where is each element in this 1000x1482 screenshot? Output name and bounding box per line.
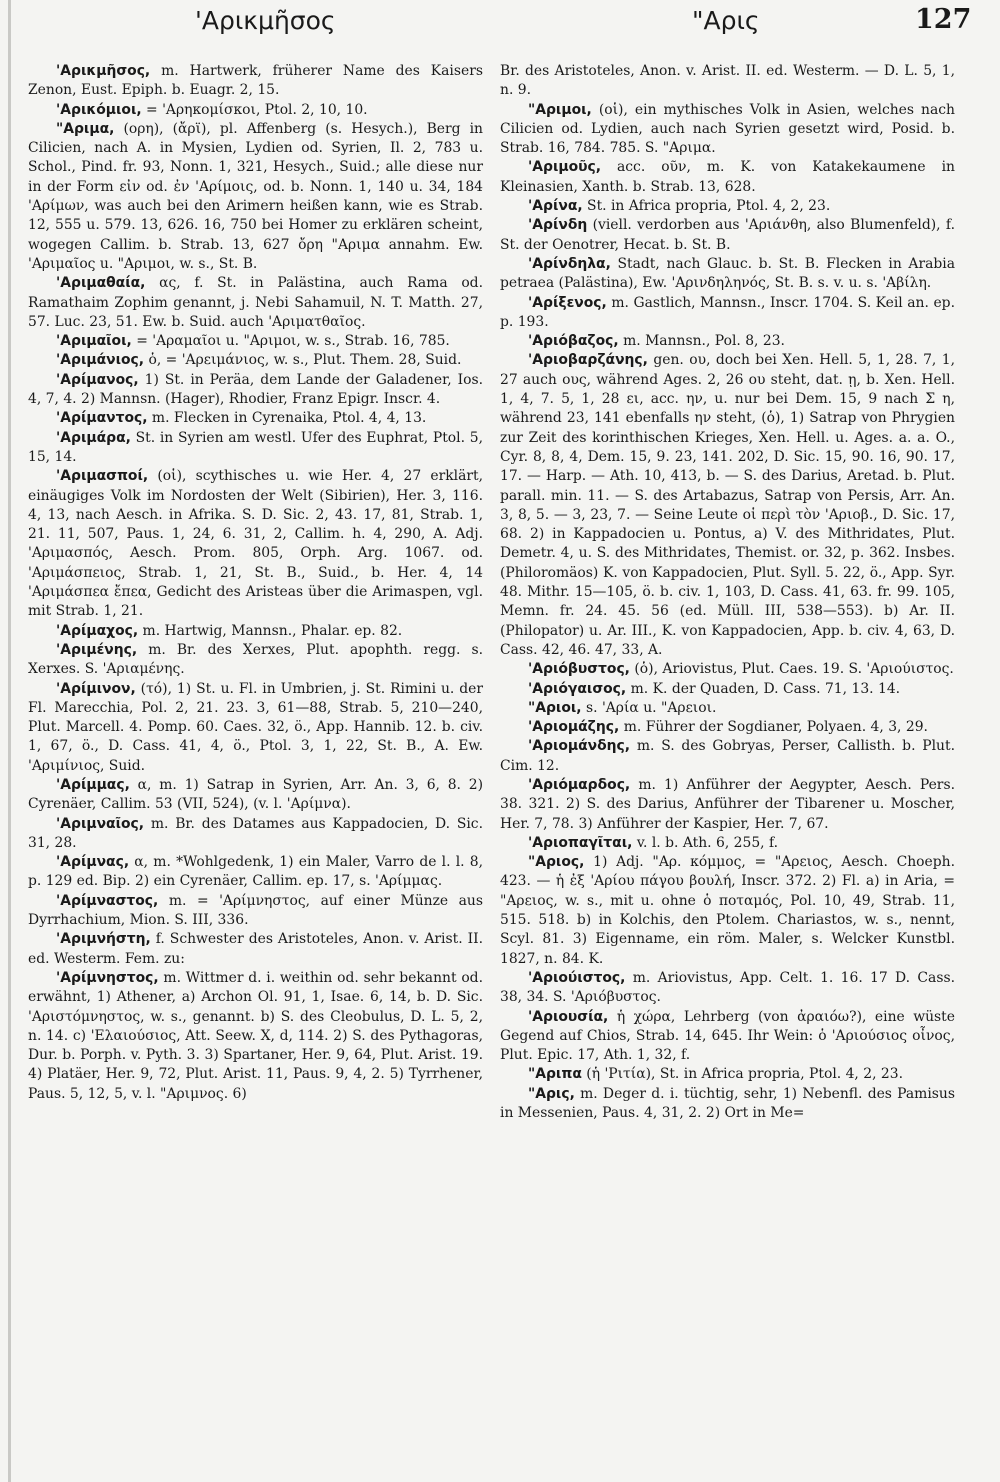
entry-headword: 'Αριομάνδης,	[528, 738, 631, 755]
entry-definition: (οἱ), ein mythisches Volk in Asien, welches nach Cilicien od. Lydien, auch nach Syrien gesetzt wird, Posid. b. Strab. 16, 784. 785. S. "Αριμα.	[500, 101, 955, 157]
entry-headword: 'Αρίνδη	[528, 217, 588, 234]
dictionary-entry	[28, 622, 483, 641]
left-column	[28, 62, 483, 1104]
entry-headword: 'Αριμνήστη,	[56, 931, 151, 948]
entry-definition: (ορη), (ἄρϊ), pl. Affenberg (s. Hesych.), Berg in Cilicien, nach A. in Mysien, Lydien od. Syrien, Il. 2, 783 u. Schol., Pind. fr. 93, Nonn. 1, 321, Hesych., Suid.; alle diese nur in der Form εἰν od. ἐν 'Αρίμοις, od. b. Nonn. 1, 140 u. 34, 184 'Αρίμων, was auch bei den Arimern heißen kann, wie es Strab. 12, 555 u. 579. 13, 626. 16, 750 bei Homer zu erklären scheint, wogegen Callim. b. Strab. 13, 627 ὄρη "Αριμα annahm. Ew. 'Αριμαῖος u. "Αριμοι, w. s., St. B.	[28, 120, 483, 272]
dictionary-entry	[28, 120, 483, 274]
entry-headword: 'Αρίξενος,	[528, 294, 607, 311]
entry-headword: 'Αριμάρα,	[56, 429, 131, 446]
entry-definition: m. Br. des Xerxes, Plut. apophth. regg. s. Xerxes. S. 'Αριαμένης.	[28, 641, 483, 678]
entry-definition: (viell. verdorben aus 'Αριάνθη, also Blumenfeld), f. St. der Oenotrer, Hecat. b. St. B.	[500, 217, 955, 253]
dictionary-entry	[500, 255, 955, 294]
entry-headword: 'Αριμένης,	[56, 641, 138, 658]
dictionary-entry	[500, 969, 955, 1008]
entry-headword: 'Αριόγαισος,	[528, 680, 627, 697]
dictionary-entry	[28, 969, 483, 1104]
entry-definition: m. Deger d. i. tüchtig, sehr, 1) Nebenfl. des Pamisus in Messenien, Paus. 4, 31, 2. 2) Ort in Me=	[500, 1085, 955, 1122]
dictionary-entry	[500, 718, 955, 737]
dictionary-entry	[28, 641, 483, 680]
entry-headword: 'Αριόβυστος,	[528, 661, 630, 678]
entry-definition: m. Br. des Datames aus Kappadocien, D. Sic. 31, 28.	[28, 815, 483, 851]
dictionary-entry	[500, 1008, 955, 1066]
dictionary-entry	[500, 1065, 955, 1084]
entry-definition: acc. οῦν, m. K. von Katakekaumene in Kleinasien, Xanth. b. Strab. 13, 628.	[500, 159, 955, 195]
entry-headword: 'Αρίμνηστος,	[56, 969, 159, 986]
entry-headword: 'Αριμασποί,	[56, 468, 149, 485]
entry-definition: (ἡ 'Ριτία), St. in Africa propria, Ptol. 4, 2, 23.	[581, 1066, 904, 1083]
dictionary-entry	[500, 660, 955, 679]
entry-headword: 'Αριμοῦς,	[528, 159, 602, 176]
entry-definition: St. in Syrien am westl. Ufer des Euphrat, Ptol. 5, 15, 14.	[28, 429, 483, 465]
dictionary-entry	[500, 332, 955, 351]
entry-headword: 'Αριομάζης,	[528, 719, 620, 736]
dictionary-entry	[28, 332, 483, 351]
entry-headword: 'Αριουσία,	[528, 1008, 609, 1025]
entry-definition: ἡ χώρα, Lehrberg (von ἀραιόω?), eine wüste Gegend auf Chios, Strab. 14, 645. Ihr Wein: ὁ 'Αριούσιος οἶνος, Plut. Epic. 17, Ath. 1, 32, f.	[500, 1008, 955, 1064]
entry-headword: 'Αρίμαχος,	[56, 622, 139, 639]
dictionary-entry	[28, 409, 483, 428]
dictionary-entry	[500, 294, 955, 333]
dictionary-entry	[28, 371, 483, 410]
dictionary-entry	[28, 429, 483, 468]
entry-definition: ὁ, = 'Αρειμάνιος, w. s., Plut. Them. 28, Suid.	[144, 352, 462, 369]
entry-headword: 'Αρίμαντος,	[56, 410, 148, 427]
dictionary-entry	[500, 351, 955, 660]
entry-definition: = 'Αρηκομίσκοι, Ptol. 2, 10, 10.	[141, 101, 368, 118]
entry-definition: (τό), 1) St. u. Fl. in Umbrien, j. St. Rimini u. der Fl. Marecchia, Pol. 2, 21. 23. 3, 61—88, Strab. 5, 210—240, Plut. Marcell. 4. Pomp. 60. Caes. 32, ö., App. Hannib. 12. b. civ. 1, 67, ö., D. Cass. 41, 4, ö., Ptol. 3, 1, 22, St. B., A. Ew. 'Αριμίνιος, Suid.	[28, 680, 483, 774]
dictionary-entry	[28, 351, 483, 370]
dictionary-entry	[500, 699, 955, 718]
dictionary-entry	[28, 815, 483, 854]
page-header	[0, 2, 1000, 42]
dictionary-entry	[500, 853, 955, 969]
right-running-head: "Αρις	[692, 6, 760, 35]
entry-definition: f. Schwester des Aristoteles, Anon. v. Arist. II. ed. Westerm. Fem. zu:	[28, 931, 483, 967]
entry-definition: ας, f. St. in Palästina, auch Rama od. Ramathaim Zophim genannt, j. Nebi Sahamuil, N. T. Matth. 27, 57. Luc. 23, 51. Ew. b. Suid. auch 'Αριματθαῖος.	[28, 275, 483, 330]
dictionary-entry	[28, 101, 483, 120]
entry-headword: "Αρις,	[528, 1085, 575, 1102]
entry-definition: α, m. 1) Satrap in Syrien, Arr. An. 3, 6, 8. 2) Cyrenäer, Callim. 53 (VII, 524), (v. l. 'Αρίμνα).	[28, 776, 483, 813]
entry-definition: m. S. des Gobryas, Perser, Callisth. b. Plut. Cim. 12.	[500, 738, 955, 774]
entry-definition: v. l. b. Ath. 6, 255, f.	[632, 834, 779, 851]
entry-headword: 'Αρίμναστος,	[56, 892, 159, 909]
dictionary-entry	[28, 892, 483, 931]
dictionary-entry	[28, 930, 483, 969]
dictionary-entry	[500, 197, 955, 216]
entry-headword: 'Αρικμῆσος,	[56, 63, 151, 79]
entry-headword: "Αριμοι,	[528, 101, 592, 118]
entry-definition: Stadt, nach Glauc. b. St. B. Flecken in Arabia petraea (Palästina), Ew. 'Αρινδηληνός, St. B. s. v. u. s. 'Αβίλη.	[500, 255, 955, 292]
right-column	[500, 62, 955, 1123]
dictionary-entry	[500, 62, 955, 101]
dictionary-entry	[28, 680, 483, 776]
entry-headword: 'Αρίνδηλα,	[528, 255, 611, 272]
entry-definition: (οἱ), scythisches u. wie Her. 4, 27 erklärt, einäugiges Volk im Nordosten der Welt (Sibirien), Her. 3, 116. 4, 13, nach Aesch. in Afrika. S. D. Sic. 2, 43. 17, 81, Strab. 1, 21. 11, 507, Paus. 1, 24, 6. 31, 2, Callim. h. 4, 290, A. Adj. 'Αριμασπός, Aesch. Prom. 805, Orph. Arg. 1067. od. 'Αριμάσπειος, Strab. 1, 21, St. B., Suid., b. Her. 4, 14 'Αριμάσπεα ἔπεα, Gedicht des Aristeas über die Arimaspen, vgl. mit Strab. 1, 21.	[28, 468, 483, 620]
dictionary-entry	[28, 274, 483, 332]
entry-definition: Br. des Aristoteles, Anon. v. Arist. II. ed. Westerm. — D. L. 5, 1, n. 9.	[500, 63, 955, 99]
dictionary-entry	[500, 834, 955, 853]
entry-definition: m. Mannsn., Pol. 8, 23.	[618, 333, 785, 350]
entry-headword: 'Αρίνα,	[528, 198, 583, 215]
entry-headword: 'Αριμάνιος,	[56, 352, 145, 369]
entry-headword: 'Αριοβαρζάνης,	[528, 352, 648, 369]
entry-headword: 'Αριοπαγῖται,	[528, 834, 633, 851]
entry-definition: (ὁ), Ariovistus, Plut. Caes. 19. S. 'Αριούιστος.	[629, 661, 954, 678]
entry-headword: "Αριμα,	[56, 120, 115, 137]
dictionary-entry	[500, 776, 955, 834]
entry-headword: "Αριπα	[528, 1066, 582, 1083]
entry-definition: m. 1) Anführer der Aegypter, Aesch. Pers. 38. 321. 2) S. des Darius, Anführer der Tibarener u. Moscher, Her. 7, 78. 3) Anführer der Kaspier, Her. 7, 67.	[500, 776, 955, 832]
left-running-head: 'Αρικμῆσος	[195, 6, 336, 35]
dictionary-entry	[500, 101, 955, 159]
entry-definition: gen. ου, doch bei Xen. Hell. 5, 1, 28. 7, 1, 27 auch ους, während Ages. 2, 26 ου steht, dat. ῃ, b. Xen. Hell. 1, 4, 7. 5, 1, 28 ει, acc. ην, u. nur bei Dem. 15, 9 nach Σ η, während 23, 141 ebenfalls ην steht, (ὁ), 1) Satrap von Phrygien zur Zeit des korinthischen Krieges, Xen. Hell. u. Ages. a. a. O., Cyr. 8, 8, 4, Dem. 15, 9. 23, 141. 202, D. Sic. 15, 90. 16, 90. 17, 17. — Harp. — Ath. 10, 413, b. — S. des Darius, Aretad. b. Plut. parall. min. 11. — S. des Artabazus, Satrap von Persis, Arr. An. 3, 8, 5. — 3, 23, 7. — Seine Leute οἱ περὶ τὸν 'Αριοβ., D. Sic. 17, 68. 2) in Kappadocien u. Pontus, a) V. des Mithridates, Plut. Demetr. 4, u. S. des Mithridates, Themist. or. 32, p. 362. Insbes. (Philoromäos) K. von Kappadocien, Plut. Syll. 5. 22, ö., App. Syr. 48. Mithr. 15—105, ö. b. civ. 1, 103, D. Cass. 41, 63. fr. 99. 105, Memn. fr. 24. 45. 56 (ed. Müll. III, 538—553). b) Ar. II. (Philopator) u. Ar. III., K. von Kappadocien, App. b. civ. 4, 63, D. Cass. 42, 46. 47, 33, A.	[500, 352, 955, 658]
entry-definition: 1) St. in Peräa, dem Lande der Galadener, Ios. 4, 7, 4. 2) Mannsn. (Hager), Rhodier, Franz Epigr. Inscr. 4.	[28, 371, 483, 408]
entry-definition: m. Hartwig, Mannsn., Phalar. ep. 82.	[138, 622, 403, 639]
entry-headword: 'Αρίμνας,	[56, 854, 130, 871]
entry-definition: s. 'Αρία u. "Αρειοι.	[581, 699, 717, 716]
entry-headword: "Αριοι,	[528, 699, 582, 716]
entry-headword: 'Αριμαθαία,	[56, 275, 146, 292]
dictionary-entry	[500, 1085, 955, 1124]
entry-definition: α, m. *Wohlgedenk, 1) ein Maler, Varro de l. l. 8, p. 129 ed. Bip. 2) ein Cyrenäer, Callim. ep. 17, s. 'Αρίμμας.	[28, 854, 483, 890]
dictionary-entry	[500, 158, 955, 197]
entry-definition: m. Ariovistus, App. Celt. 1. 16. 17 D. Cass. 38, 34. S. 'Αριόβυστος.	[500, 969, 955, 1006]
dictionary-entry	[28, 62, 483, 101]
entry-headword: 'Αρίμινον,	[56, 680, 136, 697]
entry-headword: 'Αριόμαρδος,	[528, 776, 631, 793]
dictionary-entry	[28, 467, 483, 621]
entry-definition: 1) Adj. "Αρ. κόμμος, = "Αρειος, Aesch. Choeph. 423. — ἡ ἐξ 'Αρίου πάγου βουλή, Inscr. 372. 2) Fl. a) in Aria, = "Αρειος, w. s., mit u. ohne ὁ ποταμός, Pol. 10, 49, Strab. 11, 515. 518. b) in Kolchis, den Ptolem. Chariastos, w. s., nennt, Scyl. 81. 3) Eigenname, ein röm. Maler, s. Welcker Kunstbl. 1827, n. 84. K.	[500, 854, 955, 967]
entry-headword: 'Αρικόμιοι,	[56, 101, 142, 118]
entry-definition: m. = 'Αρίμνηστος, auf einer Münze aus Dyrrhachium, Mion. S. III, 336.	[28, 892, 483, 929]
entry-headword: 'Αρίμμας,	[56, 776, 130, 793]
page-edge-shadow	[8, 0, 11, 1482]
entry-headword: "Αριος,	[528, 854, 585, 871]
entry-definition: m. Führer der Sogdianer, Polyaen. 4, 3, 29.	[619, 719, 928, 736]
entry-definition: m. Wittmer d. i. weithin od. sehr bekannt od. erwähnt, 1) Athener, a) Archon Ol. 91, 1, Isae. 6, 14, b. D. Sic. 'Αριστόμνηστος, w. s., genannt. b) S. des Cleobulus, D. L. 5, 2, n. 14. c) 'Ελαιούσιος, Att. Seew. X, d, 114. 2) S. des Pythagoras, Dur. b. Porph. v. Pyth. 3. 3) Spartaner, Her. 9, 64, Plut. Arist. 19. 4) Platäer, Her. 9, 72, Plut. Arist. 11, Paus. 9, 4, 2. 5) Tyrrhener, Paus. 5, 12, 5, v. l. "Αριμνος. 6)	[28, 969, 483, 1102]
dictionary-entry	[500, 216, 955, 255]
entry-definition: = 'Αραμαῖοι u. "Αριμοι, w. s., Strab. 16, 785.	[131, 333, 450, 350]
entry-definition: m. Hartwerk, früherer Name des Kaisers Zenon, Eust. Epiph. b. Euagr. 2, 15.	[28, 63, 483, 99]
entry-definition: St. in Africa propria, Ptol. 4, 2, 23.	[582, 198, 831, 215]
entry-headword: 'Αριόβαζος,	[528, 333, 619, 350]
dictionary-entry	[500, 680, 955, 699]
entry-headword: 'Αριμναῖος,	[56, 815, 145, 832]
entry-definition: m. Gastlich, Mannsn., Inscr. 1704. S. Keil an. ep. p. 193.	[500, 294, 955, 330]
entry-headword: 'Αριούιστος,	[528, 969, 626, 986]
entry-headword: 'Αρίμανος,	[56, 371, 139, 388]
entry-definition: m. K. der Quaden, D. Cass. 71, 13. 14.	[626, 680, 901, 697]
entry-headword: 'Αριμαῖοι,	[56, 333, 132, 350]
dictionary-entry	[28, 776, 483, 815]
dictionary-entry	[28, 853, 483, 892]
page-number: 127	[915, 4, 972, 35]
dictionary-entry	[500, 737, 955, 776]
entry-definition: m. Flecken in Cyrenaika, Ptol. 4, 4, 13.	[147, 410, 427, 427]
